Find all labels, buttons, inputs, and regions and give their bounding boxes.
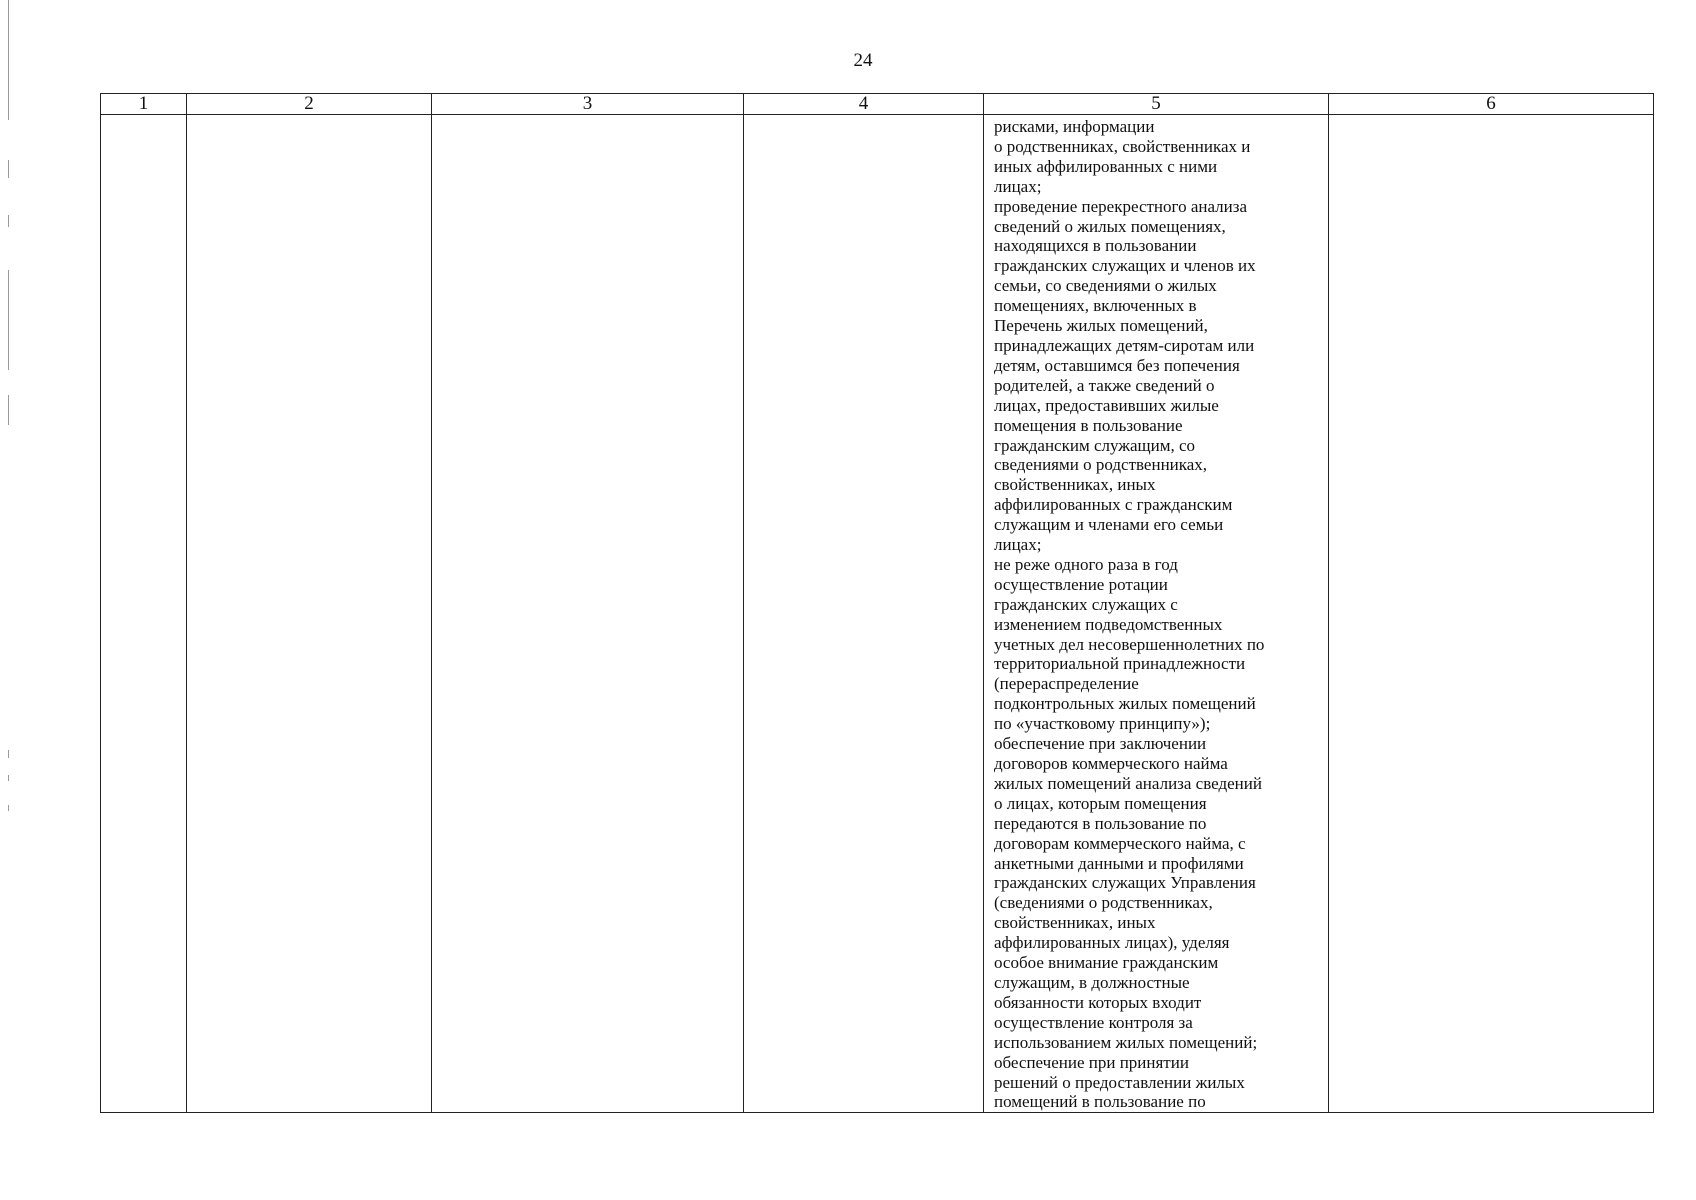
document-table: [100, 93, 1654, 1113]
column-header-4: 4: [744, 94, 984, 115]
column-header-2: 2: [187, 94, 432, 115]
scan-edge-mark: [8, 750, 9, 758]
cell-col-4: [744, 115, 984, 1113]
cell-col-1: [101, 115, 187, 1113]
cell-col-5: [984, 115, 1329, 1113]
scan-edge-mark: [8, 775, 9, 781]
scan-edge-mark: [8, 160, 9, 178]
column-header-1: 1: [101, 94, 187, 115]
scan-edge-mark: [8, 805, 9, 811]
cell-col-2: [187, 115, 432, 1113]
table-header-row: [101, 94, 1654, 115]
scan-edge-mark: [8, 395, 9, 425]
scan-edge-mark: [8, 215, 9, 227]
table-row: [101, 115, 1654, 1113]
cell-col-3: [432, 115, 744, 1113]
page-number: 24: [853, 50, 873, 71]
measures-text: рисками, информации о родственниках, свойственниках и иных аффилированных с ними лицах; проведение перекрестного анализа сведений о жилых помещениях, находящихся в пользовании гражданских служащих и членов их семьи, со сведениями о жилых помещениях, включенных в Перечень жилых помещений, принадлежащих детям-сиротам или детям, оставшимся без попечения родителей, а также сведений о лицах, предоставивших жилые помещения в пользование гражданским служащим, со сведениями о родственниках, свойственниках, иных аффилированных с гражданским служащим и членами его семьи лицах; не реже одного раза в год осуществление ротации гражданских служащих с изменением подведомственных учетных дел несовершеннолетних по территориальной принадлежности (перераспределение подконтрольных жилых помещений по «участковому принципу»); обеспечение при заключении договоров коммерческого найма жилых помещений анализа сведений о лицах, которым помещения передаются в пользование по договорам коммерческого найма, с анкетными данными и профилями гражданских служащих Управления (сведениями о родственниках, свойственниках, иных аффилированных лицах), уделяя особое внимание гражданским служащим, в должностные обязанности которых входит осуществление контроля за использованием жилых помещений; обеспечение при принятии решений о предоставлении жилых помещений в пользование по: [994, 117, 1265, 1112]
column-header-5: 5: [984, 94, 1329, 115]
column-header-3: 3: [432, 94, 744, 115]
scan-edge-mark: [8, 270, 9, 370]
column-header-6: 6: [1329, 94, 1654, 115]
cell-col-6: [1329, 115, 1654, 1113]
